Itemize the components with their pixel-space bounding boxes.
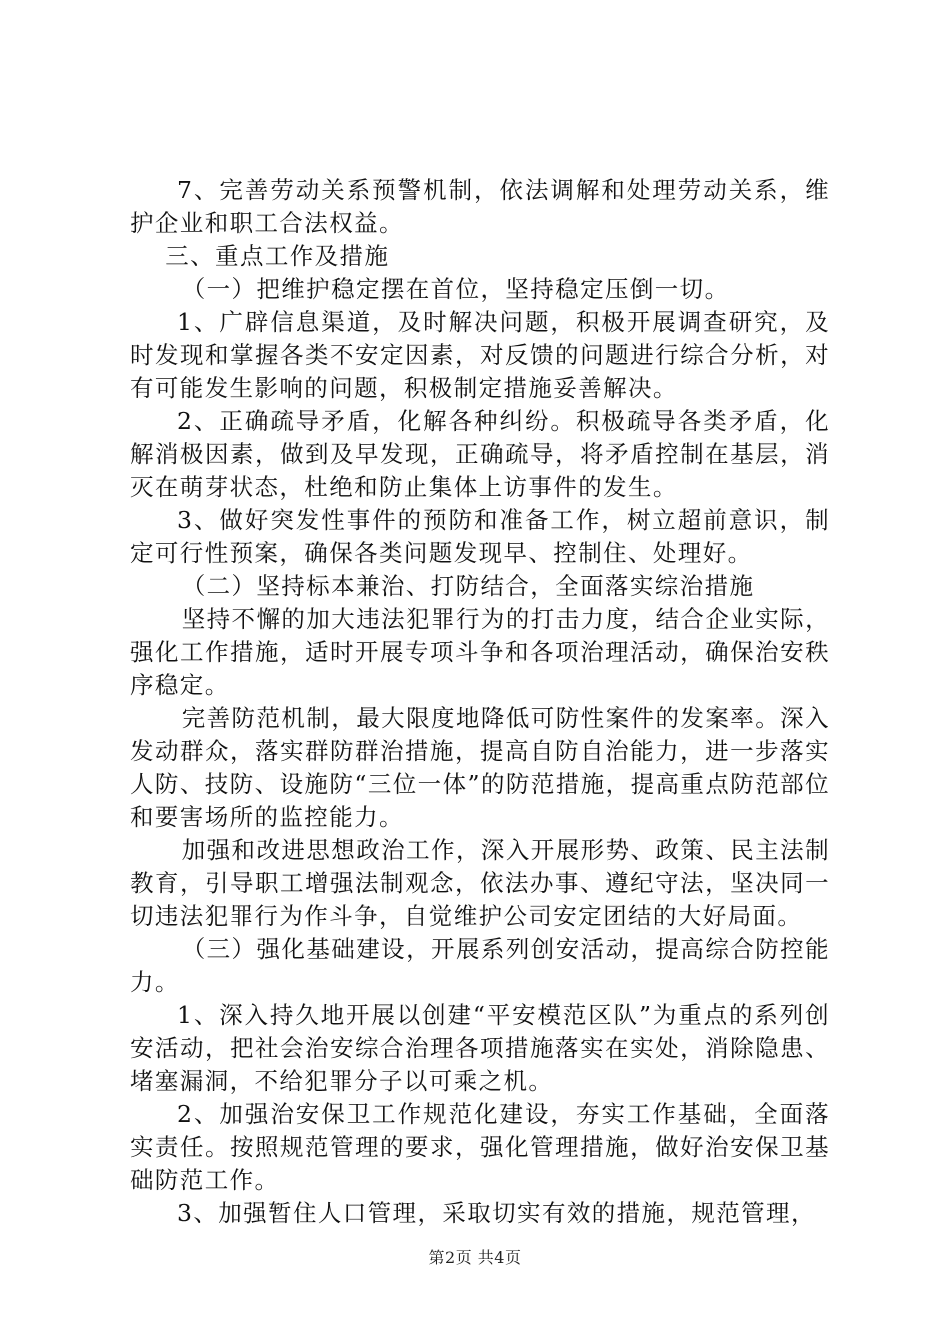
document-body [130, 174, 830, 1230]
paragraph-item-2b: 2、加强治安保卫工作规范化建设，夯实工作基础，全面落实责任。按照规范管理的要求，强化管理措施，做好治安保卫基础防范工作。 [130, 1100, 830, 1194]
page-number-footer: 第2页 共4页 [428, 1248, 522, 1267]
paragraph-crackdown: 坚持不懈的加大违法犯罪行为的打击力度，结合企业实际，强化工作措施，适时开展专项斗争和各项治理活动，确保治安秩序稳定。 [130, 605, 830, 699]
subsection-heading-2: （二）坚持标本兼治、打防结合，全面落实综治措施 [181, 572, 755, 600]
paragraph-item-7: 7、完善劳动关系预警机制，依法调解和处理劳动关系，维护企业和职工合法权益。 [130, 176, 830, 237]
subsection-heading-1: （一）把维护稳定摆在首位，坚持稳定压倒一切。 [181, 275, 730, 303]
paragraph-political-work: 加强和改进思想政治工作，深入开展形势、政策、民主法制教育，引导职工增强法制观念，依法办事、遵纪守法，坚决同一切违法犯罪行为作斗争，自觉维护公司安定团结的大好局面。 [130, 836, 830, 930]
paragraph-item-1b: 1、深入持久地开展以创建“平安模范区队”为重点的系列创安活动，把社会治安综合治理各项措施落实在实处，消除隐患、堵塞漏洞，不给犯罪分子以可乘之机。 [130, 1001, 830, 1095]
paragraph-prevention: 完善防范机制，最大限度地降低可防性案件的发案率。深入发动群众，落实群防群治措施，提高自防自治能力，进一步落实人防、技防、设施防“三位一体”的防范措施，提高重点防范部位和要害场所的监控能力。 [130, 704, 830, 831]
subsection-heading-3: （三）强化基础建设，开展系列创安活动，提高综合防控能力。 [130, 935, 830, 996]
paragraph-item-2: 2、正确疏导矛盾，化解各种纠纷。积极疏导各类矛盾，化解消极因素，做到及早发现，正确疏导，将矛盾控制在基层，消灭在萌芽状态，杜绝和防止集体上访事件的发生。 [130, 407, 830, 501]
section-heading-key-work: 三、重点工作及措施 [165, 242, 390, 270]
paragraph-item-3b: 3、加强暂住人口管理，采取切实有效的措施，规范管理， [177, 1199, 816, 1227]
paragraph-item-1: 1、广辟信息渠道，及时解决问题，积极开展调查研究，及时发现和掌握各类不安定因素，对反馈的问题进行综合分析，对有可能发生影响的问题，积极制定措施妥善解决。 [130, 308, 830, 402]
paragraph-item-3: 3、做好突发性事件的预防和准备工作，树立超前意识，制定可行性预案，确保各类问题发现早、控制住、处理好。 [130, 506, 830, 567]
